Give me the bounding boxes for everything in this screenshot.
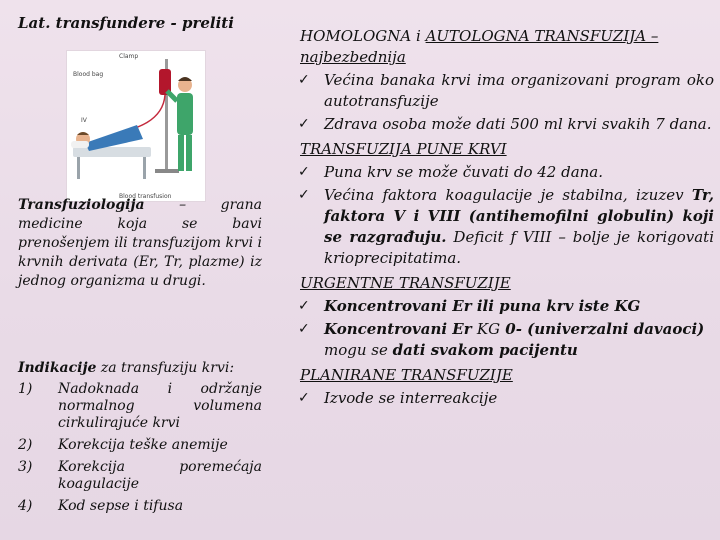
list-number: 4) (18, 498, 33, 514)
checkmark-icon: ✓ (298, 321, 310, 337)
blood-transfusion-illustration (66, 50, 206, 202)
checkmark-icon: ✓ (298, 116, 310, 132)
checkmark-icon: ✓ (298, 164, 310, 180)
text-part-bold: dati svakom pacijentu (392, 341, 578, 359)
iv-label: IV (81, 117, 87, 124)
section-heading-puna-krv: TRANSFUZIJA PUNE KRVI (300, 140, 507, 158)
definition-term: Transfuziologija (18, 197, 145, 213)
indications-rest: za transfuziju krvi: (96, 360, 235, 376)
list-text: Izvode se interreakcije (324, 389, 498, 407)
checkmark-icon: ✓ (298, 298, 310, 314)
text-part: mogu se (324, 341, 393, 359)
list-text: Kod sepse i tifusa (58, 498, 184, 514)
list-item (298, 162, 714, 183)
list-item (18, 459, 262, 493)
section-homologna-heading (298, 26, 714, 68)
text-part: Deficit f VIII – bolje je korigovati krioprecipitatima. (324, 228, 714, 267)
list-text (324, 319, 714, 361)
heading-connector: i (411, 27, 426, 45)
section-heading-planirane: PLANIRANE TRANSFUZIJE (300, 366, 513, 384)
clamp-label: Clamp (119, 53, 139, 60)
list-item (298, 296, 714, 317)
heading-autologna: AUTOLOGNA TRANSFUZIJA – najbezbednija (300, 27, 659, 66)
text-part-bold: 0- (univerzalni davaoci) (500, 320, 705, 338)
list-text: Korekcija teške anemije (58, 437, 228, 453)
list-text: Većina banaka krvi ima organizovani program oko autotransfuzije (324, 71, 714, 110)
text-part-bold: Tr, faktora V i VIII (antihemofilni globulin) koji se razgrađuju. (324, 186, 714, 246)
list-item (298, 185, 714, 269)
list-text: Koncentrovani Er ili puna krv iste KG (324, 297, 641, 315)
list-item (298, 70, 714, 112)
left-column (18, 14, 264, 514)
list-text (324, 185, 714, 269)
list-item (298, 388, 714, 409)
indications-list (18, 360, 262, 520)
list-item (298, 319, 714, 361)
list-text: Zdrava osoba može dati 500 ml krvi svakih 7 dana. (324, 115, 712, 133)
list-number: 1) (18, 381, 33, 397)
checkmark-icon: ✓ (298, 187, 310, 203)
section-heading-urgentne: URGENTNE TRANSFUZIJE (300, 274, 511, 292)
indications-heading (18, 360, 262, 377)
list-item (18, 437, 262, 454)
right-column (298, 26, 714, 409)
list-number: 2) (18, 437, 33, 453)
definition-text: – grana medicine koja se bavi prenošenjem ili transfuzijom krvi i krvnih derivata (Er, Tr, plazme) iz jednog organizma u drugi. (18, 197, 263, 289)
heading-homologna: HOMOLOGNA (300, 27, 412, 45)
list-text: Korekcija poremećaja koagulacije (58, 459, 262, 492)
list-text: Puna krv se može čuvati do 42 dana. (324, 163, 604, 181)
text-part: Većina faktora koagulacije je stabilna, izuzev (324, 186, 692, 204)
caption-label: Blood transfusion (119, 193, 172, 200)
list-item (18, 498, 262, 515)
definition-paragraph (18, 196, 262, 291)
list-number: 3) (18, 459, 33, 475)
list-item (18, 381, 262, 432)
text-part-bold: Koncentrovani Er (324, 320, 477, 338)
checkmark-icon: ✓ (298, 390, 310, 406)
list-item (298, 114, 714, 135)
text-part: KG (476, 320, 501, 338)
indications-term: Indikacije (18, 360, 97, 376)
slide-title: Lat. transfundere - preliti (18, 14, 234, 32)
list-text: Nadoknada i održanje normalnog volumena cirkulirajuće krvi (58, 381, 262, 431)
checkmark-icon: ✓ (298, 72, 310, 88)
blood-bag-label: Blood bag (73, 71, 104, 78)
